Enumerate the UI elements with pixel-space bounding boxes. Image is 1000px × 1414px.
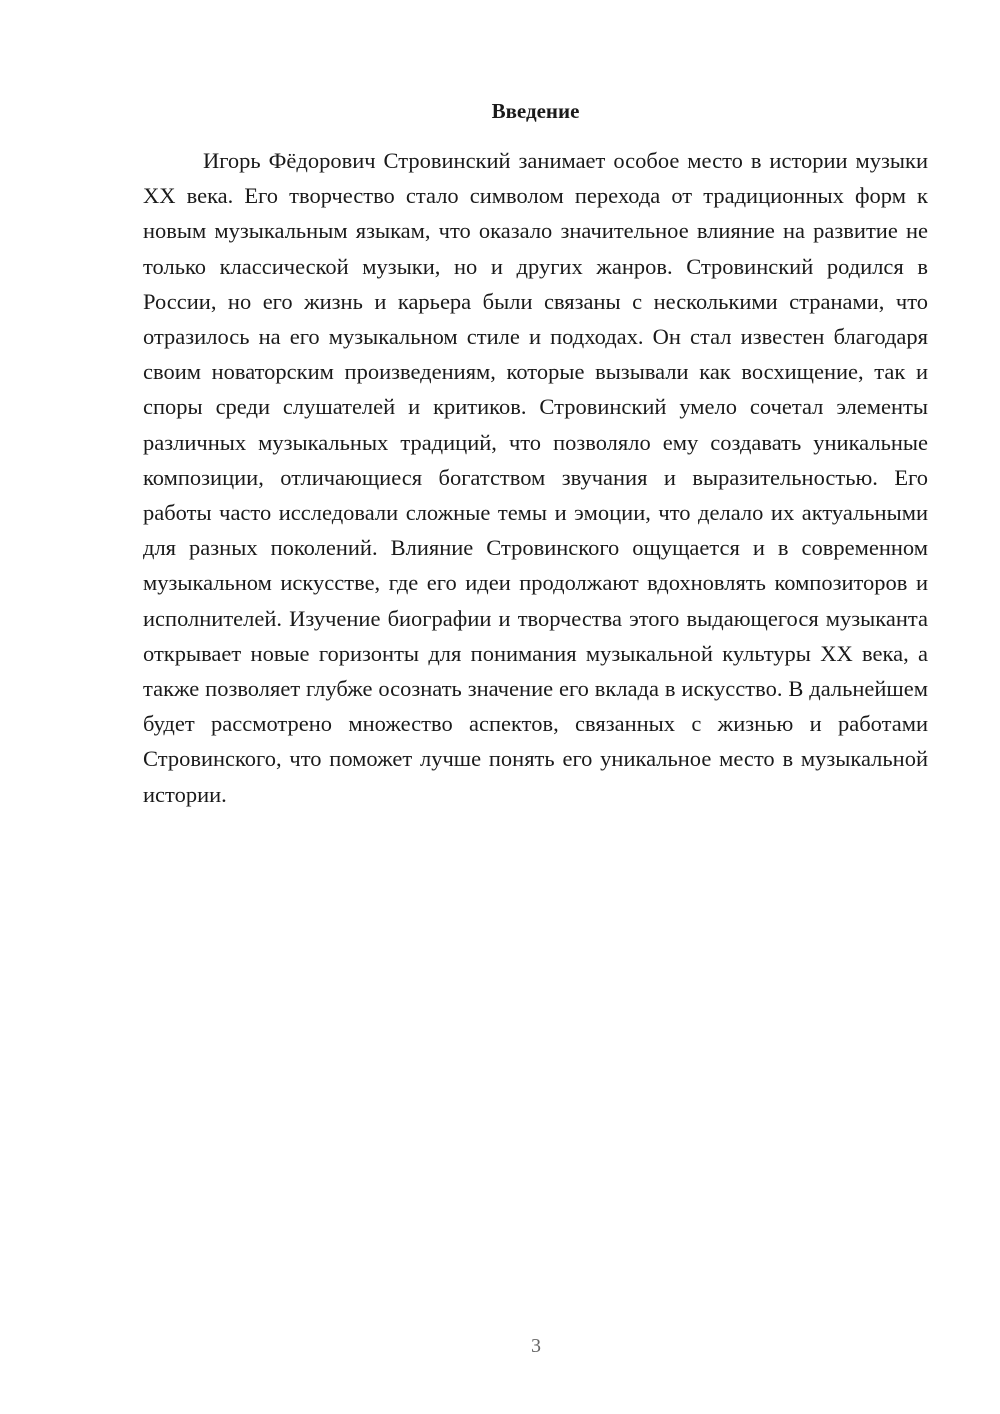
page-number: 3 [531,1335,541,1357]
page-title: Введение [491,99,580,123]
body-paragraph: Игорь Фёдорович Стровинский занимает особое место в истории музыки XX века. Его творчество стало символом перехода от традиционных форм к новым музыкальным языкам, что оказало значительное влияние на развитие не только классической музыки, но и других жанров. Стровинский родился в России, но его жизнь и карьера были связаны с несколькими странами, что отразилось на его музыкальном стиле и подходах. Он стал известен благодаря своим новаторским произведениям, которые вызывали как восхищение, так и споры среди слушателей и критиков. Стровинский умело сочетал элементы различных музыкальных традиций, что позволяло ему создавать уникальные композиции, отличающиеся богатством звучания и выразительностью. Его работы часто исследовали сложные темы и эмоции, что делало их актуальными для разных поколений. Влияние Стровинского ощущается и в современном музыкальном искусстве, где его идеи продолжают вдохновлять композиторов и исполнителей. Изучение биографии и творчества этого выдающегося музыканта открывает новые горизонты для понимания музыкальной культуры XX века, а также позволяет глубже осознать значение его вклада в искусство. В дальнейшем будет рассмотрено множество аспектов, связанных с жизнью и работами Стровинского, что поможет лучше понять его уникальное место в музыкальной истории. [143,148,928,807]
